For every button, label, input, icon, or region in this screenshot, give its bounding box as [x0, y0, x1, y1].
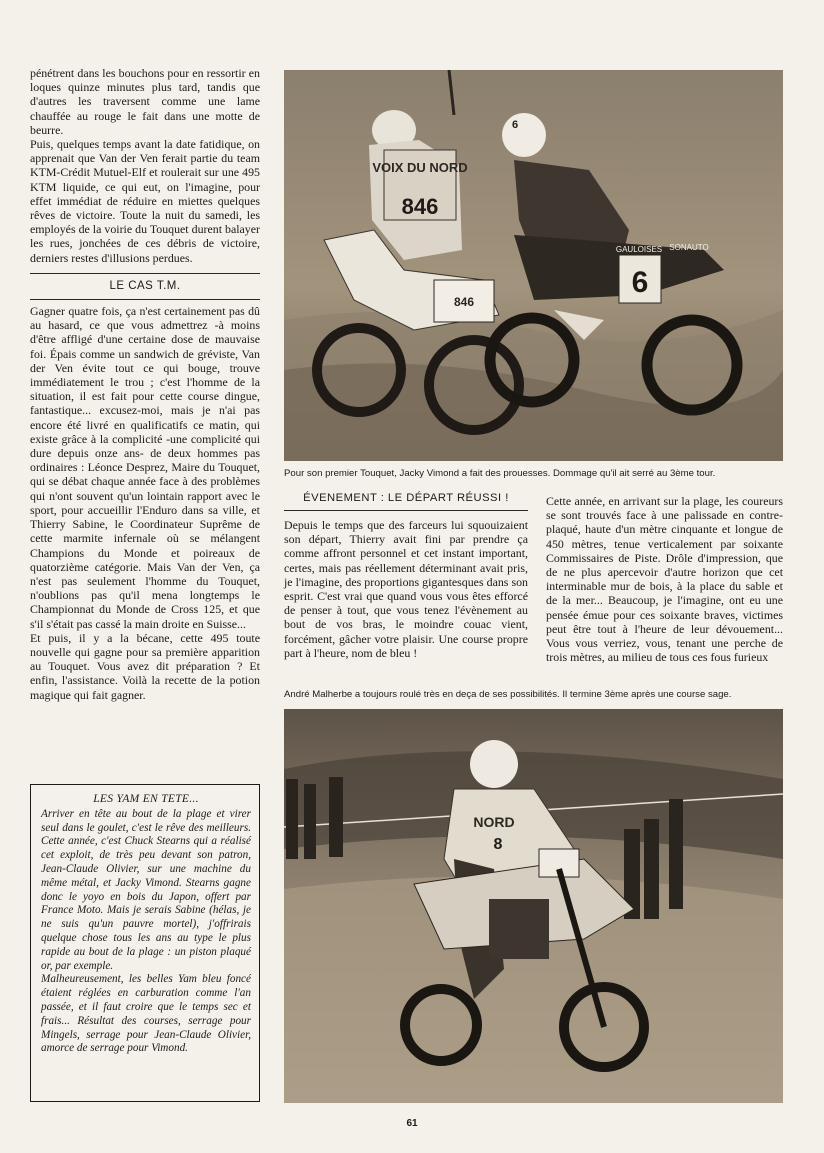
photo-caption-bottom: André Malherbe a toujours roulé très en deça de ses possibilités. Il termine 3ème après une course sage. — [284, 689, 732, 700]
photo-illustration-bottom — [284, 709, 783, 1103]
box-paragraph: Arriver en tête au bout de la plage et virer seul dans le goulet, c'est le rêve des meilleurs. Cette année, c'est Chuck Stearns qui a réalisé cet exploit, de très peu devant son patron, Jean-Claude Olivier, sur une machine du même métal, et Jacky Vimond. Stearns gagne donc le yoyo en bois du Japon, offert par France Moto. Mais je serais Sabine (hélas, je ne suis qu'un pauvre mortel), j'offrirais quelque chose tous les ans au type le plus rapide au bout de la plage : un piston plaqué or, par exemple. — [41, 807, 251, 972]
bike-number: 846 — [453, 295, 475, 309]
bike-number: 6 — [631, 266, 649, 299]
event-middle-column — [284, 518, 528, 660]
box-title: LES YAM EN TETE... — [93, 793, 199, 805]
bib-text: NORD — [473, 814, 515, 830]
brand-text: SONAUTO — [669, 243, 709, 252]
photo-motocross-riders — [284, 70, 783, 461]
sponsor-text: GAULOISES — [615, 245, 663, 254]
event-header — [284, 489, 528, 515]
box-paragraph: Malheureusement, les belles Yam bleu foncé étaient réglées en carburation comme l'an passée, et il faut croire que le temps sec et frais... Résultat des courses, serrage pour Mingels, serrage pour Jean-Claude Olivier, amorce de serrage pour Vimond. — [41, 973, 251, 1055]
sidebar-box-yam — [30, 784, 260, 1102]
photo-illustration-top — [284, 70, 783, 461]
photo-caption-top: Pour son premier Touquet, Jacky Vimond a fait des prouesses. Dommage qu'il ait serré au 3ème tour. — [284, 468, 716, 479]
paragraph: Et puis, il y a la bécane, cette 495 toute nouvelle qui gagne pour sa première apparition au Touquet. Vous avez dit préparation ? Et enfin, l'assistance. Voilà la recette de la potion magique qui fait gagner. — [30, 630, 260, 702]
section-title-evenement: ÉVENEMENT : LE DÉPART RÉUSSI ! — [284, 489, 528, 511]
paragraph: Gagner quatre fois, ça n'est certainement pas dû au hasard, ce que vous admettrez -à moins d'être affligé d'une certaine dose de mauvaise foi. Épais comme un sandwich de gréviste, Van der Ven évite tout ce qui bouge, trouve immédiatement le trou ; c'est l'homme de la situation, il est fait pour cette course dingue, fantastique... excusez-moi, mais je n'ai pas encore été livré en qualificatifs ce matin, qui existe grâce à la complicité -une complicité qui dure depuis onze ans- de deux hommes pas ordinaires : Léonce Desprez, Maire du Touquet, qui se débat chaque année face à des problèmes qui n'ont souvent qu'un lointain rapport avec le sport, pour accueillir l'Enduro dans sa ville, et Thierry Sabine, le Coordinateur Suprême de cette marmite infernale où se mélangent Champions du Monde et poireaux de quatorzième catégorie. Mais Van der Ven, ça n'est pas seulement l'homme du Touquet, n'oublions pas qu'il mena longtemps le Championnat du Monde de Cross 125, et que s'il s'était pas cassé la main droite en Suisse... — [30, 304, 260, 631]
bib-number: 8 — [493, 836, 503, 853]
page-number: 61 — [406, 1118, 418, 1129]
bib-number: 846 — [401, 194, 439, 219]
event-right-column — [546, 494, 783, 664]
section-title-le-cas-tm: LE CAS T.M. — [30, 274, 260, 300]
paragraph: pénétrent dans les bouchons pour en ressortir en loques quinze minutes plus tard, tandis que d'autres les traversent comme une lame chauffée au rouge le fait dans une motte de beurre. — [30, 66, 260, 137]
paragraph: Cette année, en arrivant sur la plage, les coureurs se sont trouvés face à une palissade en contre-plaqué, haute d'un mètre cinquante et longue de 450 mètres, tenue verticalement par soixante Commissaires de Piste. Drôle d'impression, que de ne plus apercevoir d'autre horizon que cet interminable mur de bois, à la place du sable et de la mer... Beaucoup, je l'imagine, ont eu une pensée émue pour ces soixante braves, victimes peut être tout à l'heure de leur dévouement... Vous vous verriez, vous, tenant une perche de trois mètres, au milieu de tous ces fous furieux — [546, 494, 783, 665]
paragraph: Puis, quelques temps avant la date fatidique, on apprenait que Van der Ven ferait partie du team KTM-Crédit Mutuel-Elf et roulerait sur une 495 KTM liquide, ce qui eut, on l'imagine, pour effet immédiat de réduire en miettes quelques rêves de victoire. Toute la nuit du samedi, les employés de la voirie du Touquet durent balayer les rues, jonchées de ces débris de victoire, derniers restes d'illusions perdues. — [30, 137, 260, 265]
helmet-number: 6 — [512, 119, 519, 131]
photo-motocross-malherbe — [284, 709, 783, 1103]
paragraph: Depuis le temps que des farceurs lui squouizaient son départ, Thierry avait fini par prendre ça comme affront personnel et cet instant important, certes, mais pas réellement déterminant avait pris, je l'imagine, des proportions gigantesques dans son esprit. C'est vrai que quand vous vous êtes efforcé de penser à tout, que vous tenez l'évènement au bout de vos bras, le moindre couac vient, forcément, gâcher votre plaisir. Une course propre part à l'heure, nom de bleu ! — [284, 518, 528, 660]
left-column — [30, 66, 260, 702]
bib-text: VOIX DU NORD — [372, 160, 468, 175]
